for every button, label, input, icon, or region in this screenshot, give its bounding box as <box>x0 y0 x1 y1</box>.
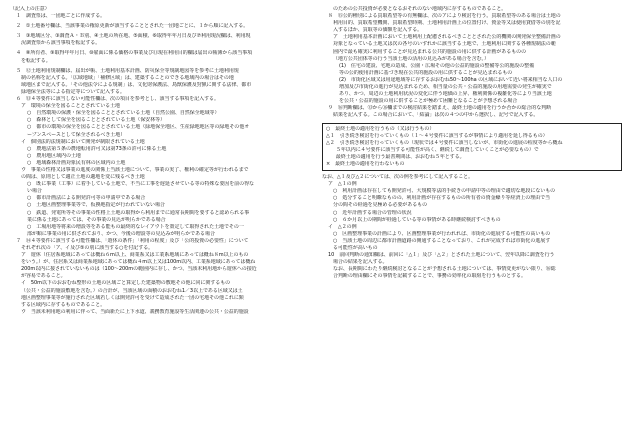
text-line: 結果を記入する。この場合において、「結論」は次の４つの中から選択し、記号で記入する。 <box>333 112 539 119</box>
conclusion-code-line: × 最終土地の適用を行わないもの <box>326 160 405 167</box>
text-line: ア 土地利用基本計画において土地利用上配慮されるべきこととされた公的機関の開発保全整備計画の <box>333 34 561 41</box>
text-line: ○ 農地法第５条の農地転用許可又は第73条の許可に係る土地 <box>27 145 167 152</box>
text-line: 対象となっている土地又は次の各号のいずれかに該当する土地で、土地利用に関する各種規制法の範 <box>333 41 556 48</box>
text-line: ○ 都市の環境の保全を図ることとされている土地（緑地保全地区、生産緑地地区等の緑地その他オ <box>27 124 250 131</box>
text-line: ○ 区画整理事業の計画により、区画整理事業が行われれば、市街化の進展する可能性の高いもの <box>333 230 551 237</box>
text-line: （地方公共団体等の行う当該土地の活用の見込みがある場合を含む。） <box>333 55 489 62</box>
text-line: を転記する。 <box>21 57 51 64</box>
text-line: ○ 森林として保全を図ることとされている土地（保安林等） <box>27 117 165 124</box>
text-line: (2) 市街化区域又は用途地域等に存するおおむね50～100ha の区域において近い将来相当な人口の <box>339 76 563 83</box>
text-line: 域地区まで記入する。「その他法令による規制」は、文化財保護法、鳥獣保護及狩猟に関する法律、都市 <box>21 81 252 88</box>
text-line: ウ 当該未利用地の利用に伴って、当面新たに上下水道、義務教育施設等生活関連の公共・公益的施設 <box>21 308 249 315</box>
conclusion-code-line: ○ 最終土地の適用を行うもの（又は行うもの） <box>326 125 435 132</box>
text-line: ４ ⑧所有者、⑨取得年年月日、⑩雇面に係る価格の事業及び⑪現在利用目的欄は届出の帳簿から該当事項 <box>16 50 253 57</box>
text-line: （記入上の注意） <box>10 6 50 12</box>
text-line: を公共・公益的施設の用に供することが極めて困難となることが予想される場合 <box>339 98 518 105</box>
conclusion-codes-box <box>322 123 622 172</box>
text-line: ○ 土地区画整理事業等で、仮換地指定が行われていない場合 <box>27 202 165 209</box>
text-line: ア △１の例 <box>328 181 357 188</box>
text-line: なお、長期間にわたり継続検討となることが予想される土地については、事情変更がない限り、⑯総 <box>333 266 556 273</box>
conclusion-code-line: △２ 引き続き検討を行っていくもの（現状では４号要件に該当しないが、市街化の進展の程度等から概ね <box>326 139 563 146</box>
text-line: 200m以内に接されていないものは（100～200mの範囲内に存し、かつ、当該未利用地から遊休への接近 <box>21 266 257 273</box>
text-line: 分の間その経過を見極める必要があるもの <box>333 202 428 209</box>
text-line: 業に係る土地にあっては、その事業の見込が明らかである場合 <box>27 216 166 223</box>
text-line: ○ 利用計画は存在しても開発許可、大規模等法的手続きの申請中等の理由で適切な地段にないもの <box>333 188 556 195</box>
conclusion-code-line: ５年以内に４号要件に該当する可能性が高く、継続して調査していくことが必要なもの）で <box>326 146 539 153</box>
text-line: 緑地保全法等による指定等について記入する。 <box>21 88 125 95</box>
text-line: 合判断の理由欄にその事情を記載することで、事務の効率化の取組を行うものとする。 <box>333 273 526 280</box>
text-line: それぞれ次の「ア、イ及び⑤の別に該当する○を付記する。 <box>21 245 154 251</box>
text-line: ○ 工場用地等将来の増設等をある能もの最終的なレイアウトを策定して取得された土地でその一 <box>27 223 244 230</box>
text-line: １ 調査票は、一団地ごとに作成する。 <box>16 13 106 20</box>
text-line: ３ ③地域区分、③調査Ａ・Ｂ別、④土地の所在地、⑤面積、⑥取得年年月日及び⑦利用現況欄は、利用現 <box>16 33 251 40</box>
text-line: ○ 農用地区域内の土地 <box>27 152 81 159</box>
text-line: あり、かつ、周辺の土地利用状況の変化に伴う地価の上昇、権利関係の複雑化等により当該土地 <box>339 91 552 98</box>
text-line: 部が順に事業の用に供されており、かつ、今後の増設等の見込みが明らかである場合 <box>27 230 215 237</box>
text-line: ○ ６か月以上の期間が経過している等の事情がある時継続検討すべきもの <box>333 216 501 223</box>
text-line: ○ 鉄道、発電所等その事業の性格上土地の取得から利用までに通常長期間を要すると認められる事 <box>27 209 250 216</box>
text-line: ６ ⑬４等要件に該当しない可能性欄は、次の項目を参考とし、該当する事項を記入する。 <box>16 96 219 103</box>
text-line: 囲内で最も確実に利用することが見込まれる公共的施設の用に供する計画があるものの <box>333 48 527 55</box>
text-line: イ △２の例 <box>328 223 357 230</box>
text-line: が容易であること。 <box>21 273 66 280</box>
text-line: 制の名称を記入する。「広域地域」「補修区域」は、建築することのできる地域内の場合はその地 <box>21 74 234 81</box>
text-line: なお、△１及び△２については、次の例を参考にして記入すること。 <box>322 174 474 181</box>
text-line: の間は、原則として適正土地の適地を変に残るべき土地 <box>21 174 145 181</box>
text-line: ８ ⑮公的種別による買取希望等の有無欄は、次のアにより検討を行う。買取希望等のある場合は土地の <box>328 13 561 20</box>
text-line: ○ 既に事業（工事）に着手している土地で、不当に工事を遅延させている等の特殊な要因を前の得な <box>27 181 254 188</box>
text-line: 況調査票から該当事項を転記する。 <box>21 40 101 47</box>
text-line: ７ ⑭４等要件に該当する可能性欄は、「遊休の条件」「利用の程度」及び「公的投資の必要性」について <box>16 237 249 244</box>
text-line: をいう。）が、住居系又は商業系地域にあっては概ね４m以上又は100m以内、工業系地域にあっては概ね <box>21 259 256 266</box>
text-line: ５ ⑫土地利用規制欄は、届出が帳、土地利用基本計画、防災保全等規制地図等を参考に土地利用規 <box>16 67 239 74</box>
text-line: (1) 住宅の建設、宅地の造成、公園・広場その他の公益的施設の整備等公的施設の整備 <box>339 62 535 69</box>
text-line: 増加及び市街化の進行が見込まれるため、相当量の公共・公益的施設の用地需要の発生が確実で <box>339 84 552 91</box>
text-line: ○ 処分すること明瞭なものの、利用計画が存在するものの所有者の資金繰り等経済上の理由で当 <box>333 195 550 202</box>
text-line: ア 遊休（住居系地域にあっては概ね６m以上、商業系又は工業系地域にあっては概ね８m以上のもの <box>21 252 249 259</box>
text-line: ウ 事業の性格又は事業の進度の関係上当該土地について、事業の実了、権利の確定等が行われるまで <box>21 166 249 173</box>
text-line: 利用目的、買取希望機関、買取希望時期、土地利用計画上の位置付け、資金等又は使用貸借等の別を記 <box>333 20 561 27</box>
text-line: イ 50m以下のおおむね整形の土地の区域ごと算定した建築物の敷地その他に同に関するもの <box>21 280 231 287</box>
conclusion-code-line: 最終土地の適用を行う最善期間は、おおむね５年とする。 <box>326 153 465 160</box>
text-line: 等の公的使用計画に基づき現在公共的施設の用に供することが見込まれるもの <box>339 69 513 76</box>
text-line: する区域内に存するものであること。 <box>21 301 106 308</box>
text-line: 10 前回判断の通知欄は、前回に「△１」及び「△２」とされた土地について、翌年以降に調査を行う <box>328 252 555 259</box>
text-line: る可能性が高いもの <box>333 245 378 251</box>
text-line: 入するほか、買取等の価額を記入する。 <box>333 27 423 34</box>
conclusion-code-line: △１ 引き続き検討を行っていくもの（１～４号要件に該当するが事情により適用を延し得るもの） <box>326 132 548 139</box>
text-line: ○ 当該土地の周辺に都市計画道路の開通することなっており、これが完成すれば市街化の進展す <box>333 237 551 244</box>
text-line: ープンスペースとして保全されるべき土地） <box>27 131 126 138</box>
text-line: ○ 都市計画法による開発許可等の申請中である場合 <box>27 195 146 202</box>
text-line: ア 環境の保全を図ることとされている土地 <box>21 103 121 110</box>
text-line: ○ 地域森林計画対象民有林の区域内の土地 <box>27 159 126 166</box>
text-line: い場合 <box>27 188 42 195</box>
text-line: ２ ①土地番号欄は、当該事業の権原更新が該当することとされた一団地ごとに、１から順に記入する。 <box>16 23 249 30</box>
left-column <box>10 6 308 436</box>
right-column <box>322 6 622 436</box>
text-line: 場合の結果を記入する。 <box>333 259 388 266</box>
text-line: 地区画整理事業等が施行された区域若しくは開発許可を受けて造成された一団の宅地その他これに類 <box>21 294 244 301</box>
text-line: ○ 近年計画する場合の管理の状況 <box>333 209 412 216</box>
text-line: ９ ⑯判断欄は、⑬から⑯欄までの検討結果を踏まえ、最終土地の適用を行うか否かの総合的な判断 <box>328 105 552 112</box>
text-line: （公共・公益的施設敷地を含む。）の合計が、当該区域の面積のおおむね1／3以上である区域又は土 <box>21 287 243 294</box>
text-line: のための公共投資が必要となるおそれのない地域内に存するものであること。 <box>333 6 507 12</box>
text-line: イ 個別法的法規制において開発が制限されている土地 <box>21 138 145 145</box>
text-line: ○ 自然環境の保護・保全を図ることとされている土地（自然公園、自然保全地域等） <box>27 110 220 117</box>
